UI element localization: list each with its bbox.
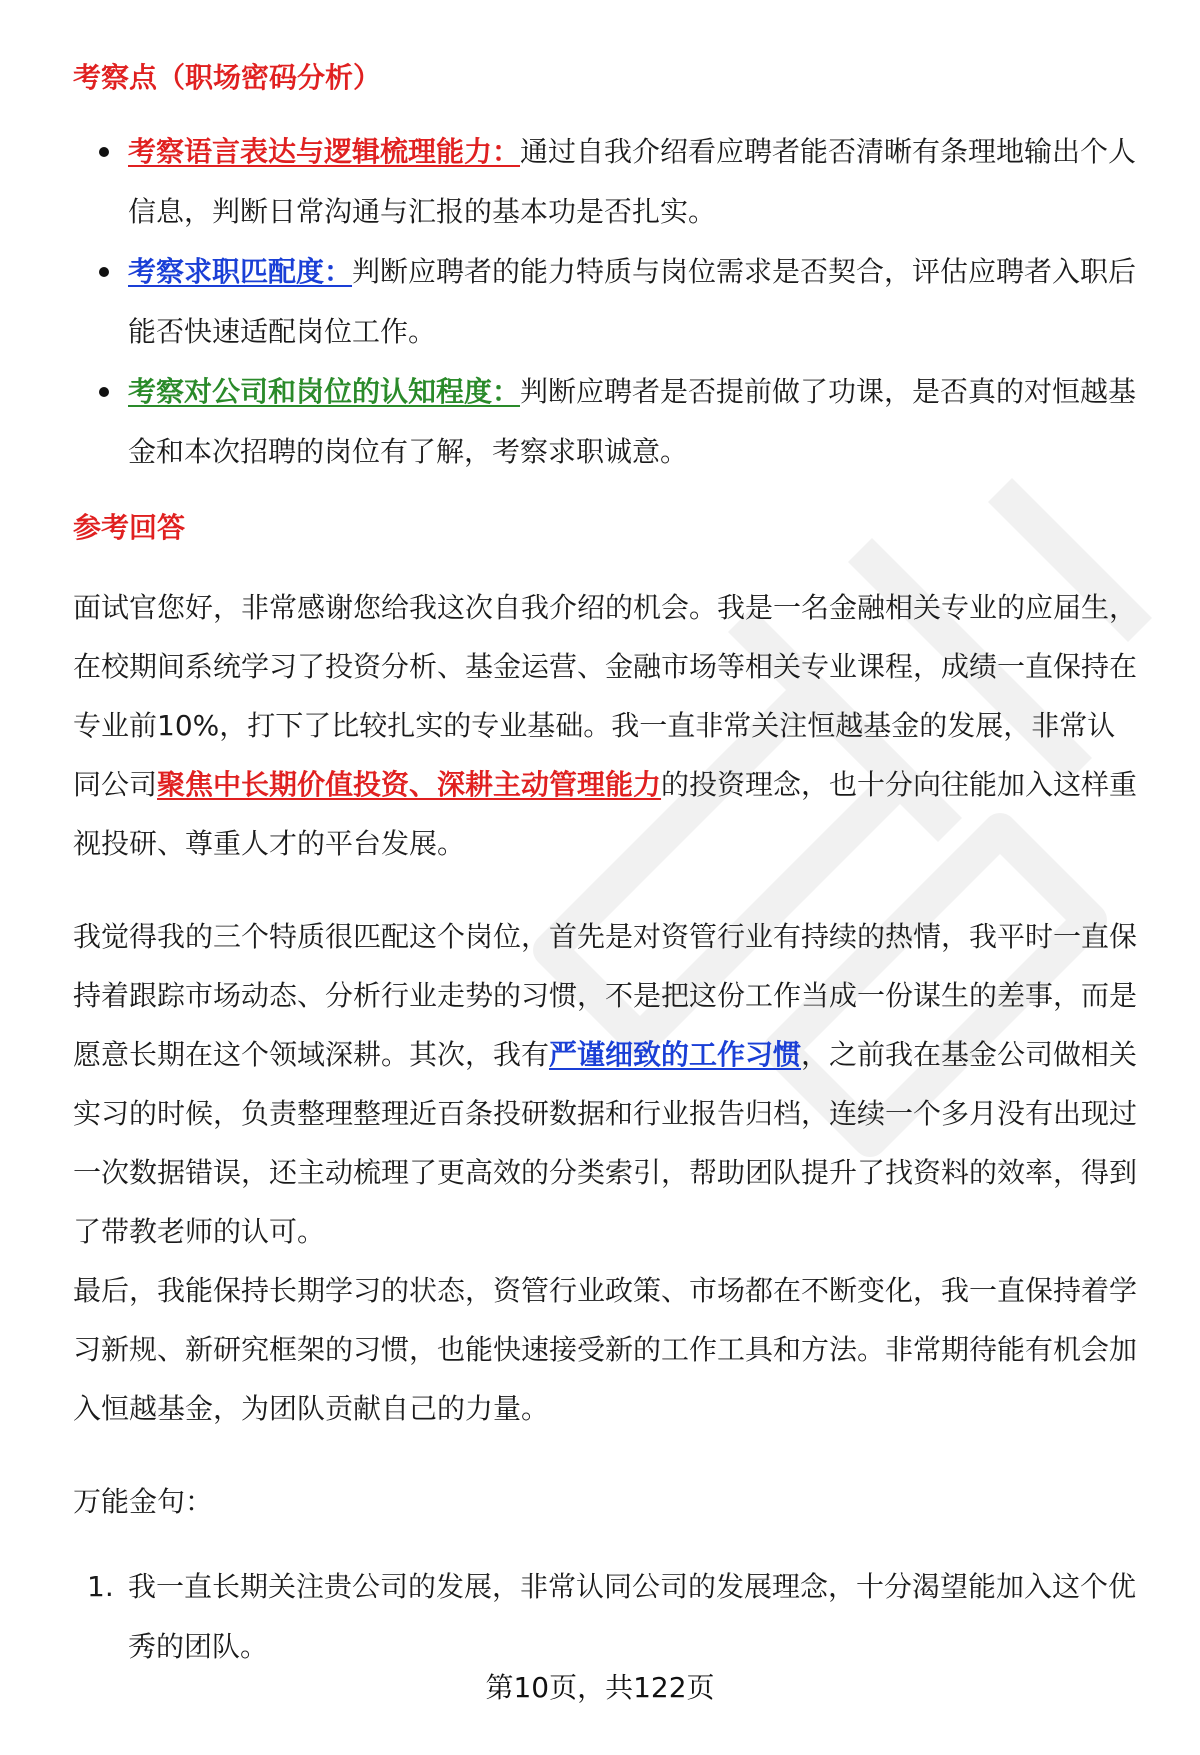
emphasis-phrase: 严谨细致的工作习惯 [549, 1038, 802, 1071]
bullet-text: 通过自我介绍看应聘者能否清晰有条理地输出个人信息，判断日常沟通与汇报的基本功是否扎实。 [128, 135, 1137, 228]
paragraph-text: 我觉得我的三个特质很匹配这个岗位，首先是对资管行业有持续的热情，我平时一直保持着跟踪市场动态、分析行业走势的习惯，不是把这份工作当成一份谋生的差事，而是愿意长期在这个领域深耕。其次，我有 [73, 920, 1138, 1071]
paragraph-text: 的投资理念，也十分向往能加入这样重视投研、尊重人才的平台发展。 [73, 768, 1138, 860]
bullet-key-phrase: 考察对公司和岗位的认知程度： [128, 375, 521, 408]
page-number-footer: 第10页，共122页 [485, 1671, 715, 1704]
answer-paragraph-1 [73, 578, 1143, 873]
bullet-dot-icon [99, 267, 109, 277]
answer-paragraph-3: 最后，我能保持长期学习的状态，资管行业政策、市场都在不断变化，我一直保持着学习新规、新研究框架的习惯，也能快速接受新的工作工具和方法。非常期待能有机会加入恒越基金，为团队贡献自己的力量。 [73, 1274, 1138, 1425]
assessment-bullet-list [73, 122, 1143, 482]
list-item [73, 242, 1143, 362]
bullet-key-phrase: 考察语言表达与逻辑梳理能力： [128, 135, 521, 168]
paragraph-text: ，之前我在基金公司做相关实习的时候，负责整理整理近百条投研数据和行业报告归档，连续一个多月没有出现过一次数据错误，还主动梳理了更高效的分类索引，帮助团队提升了找资料的效率，得到了带教老师的认可。 [73, 1038, 1138, 1248]
list-item [73, 362, 1143, 482]
bullet-dot-icon [99, 387, 109, 397]
main-content [73, 58, 1143, 1677]
list-item [73, 1557, 1143, 1677]
list-item [73, 122, 1143, 242]
section-heading-assessment: 考察点（职场密码分析） [73, 61, 382, 94]
emphasis-phrase: 聚焦中长期价值投资、深耕主动管理能力 [157, 768, 662, 801]
list-number: 1. [87, 1570, 114, 1603]
bullet-key-phrase: 考察求职匹配度： [128, 255, 353, 288]
bullet-text: 判断应聘者的能力特质与岗位需求是否契合，评估应聘者入职后能否快速适配岗位工作。 [128, 255, 1137, 348]
bullet-text: 判断应聘者是否提前做了功课，是否真的对恒越基金和本次招聘的岗位有了解，考察求职诚意。 [128, 375, 1137, 468]
list-item-text: 我一直长期关注贵公司的发展，非常认同公司的发展理念，十分渴望能加入这个优秀的团队。 [128, 1570, 1137, 1663]
golden-phrases-list [73, 1557, 1143, 1677]
bullet-dot-icon [99, 147, 109, 157]
golden-phrases-label: 万能金句： [73, 1485, 214, 1518]
paragraph-text: 面试官您好，非常感谢您给我这次自我介绍的机会。我是一名金融相关专业的应届生，在校期间系统学习了投资分析、基金运营、金融市场等相关专业课程，成绩一直保持在专业前10%，打下了比较扎实的专业基础。我一直非常关注恒越基金的发展，非常认同公司 [73, 591, 1138, 801]
answer-paragraph-2 [73, 907, 1143, 1261]
section-heading-reference-answer: 参考回答 [73, 511, 186, 544]
